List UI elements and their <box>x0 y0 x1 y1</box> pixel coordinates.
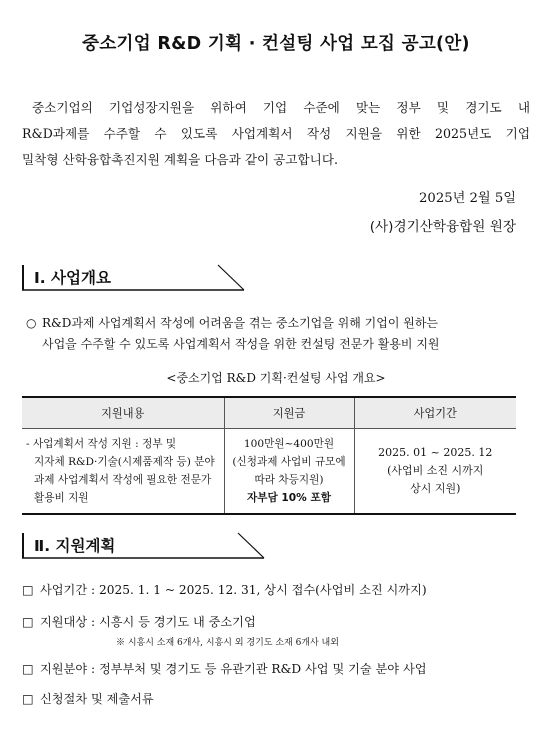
cell-line: 지자체 R&D·기술(시제품제작 등) 분야 <box>34 456 215 468</box>
intro-paragraph <box>22 95 530 173</box>
table-header-row <box>22 397 516 429</box>
plan-item-text: 사업기간 : 2025. 1. 1 ~ 2025. 12. 31, 상시 접수(사업비 소진 시까지) <box>40 583 427 597</box>
plan-item-procedure <box>22 690 532 707</box>
section-heading-label: Ⅱ. 지원계획 <box>34 537 116 555</box>
cell-line: 2025. 01 ~ 2025. 12 <box>378 446 493 459</box>
cell-line: - 사업계획서 작성 지원 : 정부 및 <box>26 438 177 450</box>
intro-line: R&D과제를 수주할 수 있도록 사업계획서 작성 지원을 위한 2025년도 기업 <box>22 126 530 141</box>
checkbox-square-icon: □ <box>22 615 34 629</box>
checkbox-square-icon: □ <box>22 662 34 676</box>
overview-bullet <box>26 313 526 355</box>
checkbox-square-icon: □ <box>22 692 34 706</box>
cell-line: 과제 사업계획서 작성에 필요한 전문가 <box>34 474 212 486</box>
table-header-cell: 사업기간 <box>354 397 516 429</box>
checkbox-square-icon: □ <box>22 583 34 597</box>
cell-line: 상시 지원) <box>410 482 461 495</box>
cell-line: 활용비 지원 <box>34 492 89 504</box>
cell-line: 100만원~400만원 <box>243 438 335 450</box>
plan-item-text: 지원대상 : 시흥시 등 경기도 내 중소기업 <box>40 615 256 629</box>
table-header-cell: 지원내용 <box>22 397 224 429</box>
cell-line: (사업비 소진 시까지 <box>387 464 484 477</box>
bullet-text: R&D과제 사업계획서 작성에 어려움을 겪는 중소기업을 위해 기업이 원하는 <box>42 316 439 330</box>
table-caption: <중소기업 R&D 기획·컨설팅 사업 개요> <box>166 371 386 385</box>
overview-table <box>22 396 516 515</box>
section-heading-support-plan <box>22 532 272 559</box>
cell-line: (신청과제 사업비 규모에 <box>232 456 346 468</box>
section-heading-overview <box>22 264 272 291</box>
support-amount-cell <box>224 429 354 515</box>
plan-item-text: 신청절차 및 제출서류 <box>40 692 154 706</box>
self-burden-note: 자부담 10% 포함 <box>247 492 331 504</box>
support-content-cell <box>22 429 224 515</box>
issuing-organization: (사)경기산학융합원 원장 <box>369 219 516 235</box>
circle-bullet-icon: ○ <box>26 316 37 330</box>
plan-item-text: 지원분야 : 정부부처 및 경기도 등 유관기관 R&D 사업 및 기술 분야 사업 <box>40 662 427 676</box>
announcement-date: 2025년 2월 5일 <box>419 191 516 206</box>
intro-line: 밀착형 산학융합촉진지원 계획을 다음과 같이 공고합니다. <box>22 152 338 167</box>
project-period-cell <box>354 429 516 515</box>
bullet-text: 사업을 수주할 수 있도록 사업계획서 작성을 위한 컨설팅 전문가 활용비 지원 <box>42 337 440 351</box>
target-note: ※ 시흥시 소재 6개사, 시흥시 외 경기도 소재 6개사 내외 <box>116 638 339 648</box>
cell-line: 따라 차등지원) <box>254 474 324 486</box>
table-header-cell: 지원금 <box>224 397 354 429</box>
section-heading-label: Ⅰ. 사업개요 <box>34 269 111 287</box>
plan-item-period <box>22 581 532 598</box>
table-row <box>22 429 516 515</box>
intro-line: 중소기업의 기업성장지원을 위하여 기업 수준에 맞는 정부 및 경기도 내 <box>32 100 530 115</box>
document-title: 중소기업 R&D 기획 · 컨설팅 사업 모집 공고(안) <box>82 34 470 54</box>
plan-item-field <box>22 660 532 677</box>
plan-item-target <box>22 613 532 630</box>
